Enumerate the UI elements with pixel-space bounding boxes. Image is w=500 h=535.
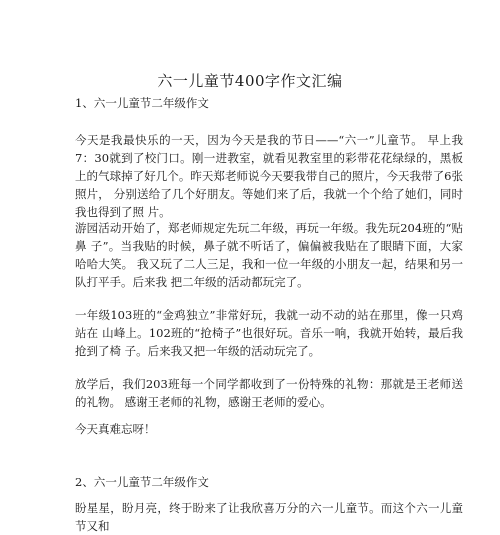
section-heading-2: 2、六一儿童节二年级作文: [75, 475, 209, 489]
paragraph-1-5: 今天真难忘呀！: [75, 422, 156, 436]
paragraph-1-4: 放学后，我们203班每一个同学都收到了一份特殊的礼物：那就是王老师送的礼物。 感谢王老师的礼物，感谢王老师的爱心。: [75, 377, 463, 409]
paragraph-1-3: 一年级103班的“金鸡独立”非常好玩，我就一动不动的站在那里，像一只鸡站在 山峰上。102班的“抢椅子”也很好玩。音乐一响，我就开始转，最后我抢到了椅 子。后来我又把一年级的活动玩完了。: [75, 308, 463, 358]
document-title: 六一儿童节400字作文汇编: [157, 72, 343, 90]
section-heading-1: 1、六一儿童节二年级作文: [75, 96, 209, 110]
paragraph-1-2: 游园活动开始了，郑老师规定先玩二年级，再玩一年级。我先玩204班的“贴鼻 子”。当我贴的时候，鼻子就不听话了，偏偏被我贴在了眼睛下面，大家哈哈大笑。 我又玩了二人三足，我和一位一年级的小朋友一起，结果和另一队打平手。后来我 把二年级的活动都玩完了。: [75, 221, 463, 289]
paragraph-2-1: 盼星星，盼月亮，终于盼来了让我欣喜万分的六一儿童节。而这个六一儿童节又和: [75, 501, 463, 533]
paragraph-1-1: 今天是我最快乐的一天，因为今天是我的节日——“六一”儿童节。 早上我7：30就到了校门口。刚一进教室，就看见教室里的彩带花花绿绿的，黑板 上的气球掉了好几个。昨天郑老师说今天要我带自己的照片，今天我带了6张照片， 分别送给了几个好朋友。等她们来了后，我就一个个给了她们，同时我也得到了照 片。: [75, 133, 463, 219]
